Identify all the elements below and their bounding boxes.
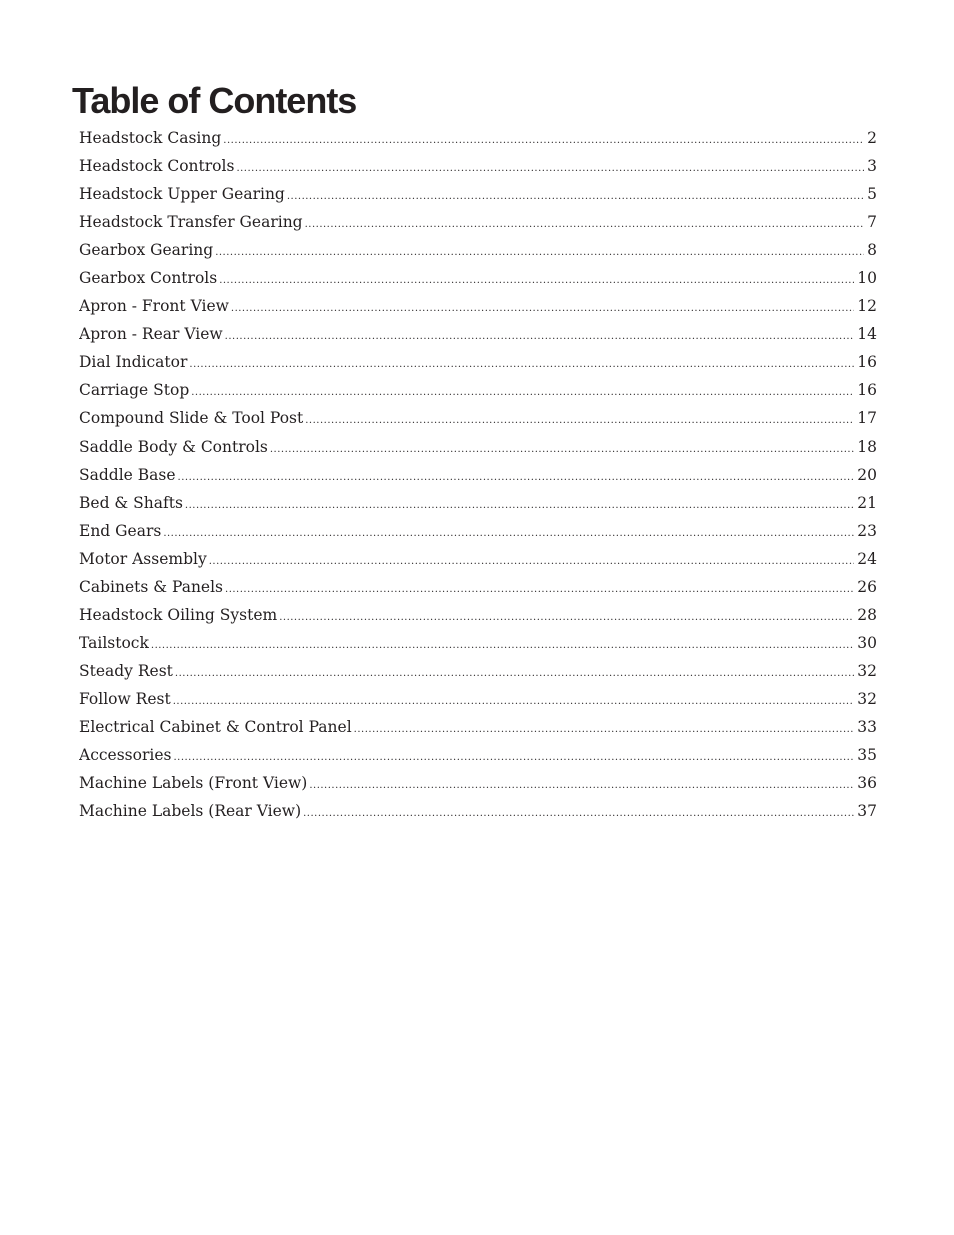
toc-entry-electrical-cabinet-control-panel[interactable]	[79, 713, 877, 741]
toc-entry-headstock-upper-gearing[interactable]	[79, 180, 877, 208]
dot-leader	[225, 323, 855, 348]
toc-entry-steady-rest[interactable]	[79, 657, 877, 685]
toc-entry-page: 2	[867, 129, 877, 147]
toc-entry-label: Headstock Casing	[79, 129, 222, 147]
toc-entry-label: Tailstock	[79, 633, 149, 652]
toc-entry-page: 3	[867, 157, 877, 176]
toc-entry-saddle-body-controls[interactable]	[79, 433, 877, 461]
dot-leader	[305, 211, 865, 236]
toc-entry-end-gears[interactable]	[79, 517, 877, 545]
dot-leader	[236, 155, 864, 180]
toc-entry-compound-slide-tool-post[interactable]	[79, 404, 877, 432]
page-title: Table of Contents	[72, 80, 357, 121]
dot-leader	[231, 295, 854, 320]
toc-entry-page: 21	[857, 493, 877, 512]
toc-entry-label: Carriage Stop	[79, 381, 190, 400]
toc-entry-page: 26	[857, 577, 877, 596]
dot-leader	[219, 267, 854, 292]
toc-entry-label: Cabinets & Panels	[79, 577, 224, 596]
dot-leader	[191, 379, 854, 404]
dot-leader	[215, 239, 864, 264]
toc-entry-page: 12	[857, 297, 877, 316]
toc-entry-page: 35	[857, 746, 877, 765]
toc-entry-label: Saddle Base	[79, 465, 176, 484]
toc-entry-page: 16	[857, 381, 877, 400]
toc-entry-page: 32	[857, 661, 877, 680]
toc-entry-page: 33	[857, 717, 877, 736]
toc-entry-apron-front-view[interactable]	[79, 292, 877, 320]
toc-entry-label: Dial Indicator	[79, 353, 188, 372]
toc-entry-label: Bed & Shafts	[79, 493, 183, 512]
toc-entry-page: 5	[867, 185, 877, 204]
toc-entry-label: Follow Rest	[79, 689, 171, 708]
toc-entry-headstock-transfer-gearing[interactable]	[79, 208, 877, 236]
toc-entry-page: 17	[857, 409, 877, 428]
toc-entry-motor-assembly[interactable]	[79, 545, 877, 573]
dot-leader	[175, 660, 854, 685]
dot-leader	[163, 520, 854, 545]
toc-entry-label: End Gears	[79, 521, 162, 540]
table-of-contents	[79, 124, 877, 825]
toc-entry-page: 7	[867, 213, 877, 232]
dot-leader	[223, 127, 864, 152]
toc-entry-page: 8	[867, 241, 877, 260]
toc-entry-page: 28	[857, 605, 877, 624]
toc-entry-label: Apron - Rear View	[79, 325, 223, 344]
toc-entry-label: Compound Slide & Tool Post	[79, 409, 304, 428]
dot-leader	[287, 183, 864, 208]
toc-entry-dial-indicator[interactable]	[79, 348, 877, 376]
toc-entry-page: 36	[857, 774, 877, 793]
toc-entry-label: Gearbox Gearing	[79, 241, 214, 260]
dot-leader	[270, 436, 854, 461]
toc-entry-headstock-controls[interactable]	[79, 152, 877, 180]
dot-leader	[303, 800, 854, 825]
toc-entry-label: Electrical Cabinet & Control Panel	[79, 717, 352, 736]
toc-entry-follow-rest[interactable]	[79, 685, 877, 713]
dot-leader	[151, 632, 854, 657]
toc-entry-machine-labels-front-view[interactable]	[79, 769, 877, 797]
toc-entry-page: 23	[857, 521, 877, 540]
toc-entry-machine-labels-rear-view[interactable]	[79, 797, 877, 825]
toc-entry-page: 30	[857, 633, 877, 652]
toc-entry-label: Steady Rest	[79, 661, 173, 680]
toc-entry-label: Motor Assembly	[79, 549, 207, 568]
toc-entry-label: Machine Labels (Rear View)	[79, 802, 302, 821]
toc-entry-label: Headstock Controls	[79, 157, 235, 176]
toc-entry-page: 18	[857, 437, 877, 456]
toc-entry-saddle-base[interactable]	[79, 461, 877, 489]
toc-entry-gearbox-gearing[interactable]	[79, 236, 877, 264]
toc-entry-label: Gearbox Controls	[79, 269, 218, 288]
toc-entry-label: Headstock Oiling System	[79, 605, 278, 624]
toc-entry-label: Headstock Upper Gearing	[79, 185, 285, 204]
dot-leader	[178, 464, 855, 489]
dot-leader	[354, 716, 855, 741]
toc-entry-page: 14	[857, 325, 877, 344]
toc-entry-page: 24	[857, 549, 877, 568]
toc-entry-page: 37	[857, 802, 877, 821]
toc-entry-page: 32	[857, 689, 877, 708]
toc-entry-page: 16	[857, 353, 877, 372]
toc-entry-carriage-stop[interactable]	[79, 376, 877, 404]
toc-entry-headstock-oiling-system[interactable]	[79, 601, 877, 629]
dot-leader	[309, 772, 854, 797]
toc-entry-headstock-casing[interactable]	[79, 124, 877, 152]
toc-entry-tailstock[interactable]	[79, 629, 877, 657]
toc-entry-label: Headstock Transfer Gearing	[79, 213, 303, 232]
dot-leader	[225, 576, 854, 601]
dot-leader	[173, 744, 854, 769]
dot-leader	[185, 492, 854, 517]
dot-leader	[173, 688, 855, 713]
toc-entry-label: Apron - Front View	[79, 297, 229, 316]
dot-leader	[305, 407, 854, 432]
toc-entry-page: 20	[857, 465, 877, 484]
toc-entry-label: Machine Labels (Front View)	[79, 774, 308, 793]
toc-entry-bed-shafts[interactable]	[79, 489, 877, 517]
dot-leader	[279, 604, 854, 629]
toc-entry-label: Accessories	[79, 746, 172, 765]
toc-entry-page: 10	[857, 269, 877, 288]
toc-entry-cabinets-panels[interactable]	[79, 573, 877, 601]
toc-entry-accessories[interactable]	[79, 741, 877, 769]
toc-entry-apron-rear-view[interactable]	[79, 320, 877, 348]
dot-leader	[209, 548, 855, 573]
toc-entry-label: Saddle Body & Controls	[79, 437, 268, 456]
dot-leader	[189, 351, 854, 376]
toc-entry-gearbox-controls[interactable]	[79, 264, 877, 292]
